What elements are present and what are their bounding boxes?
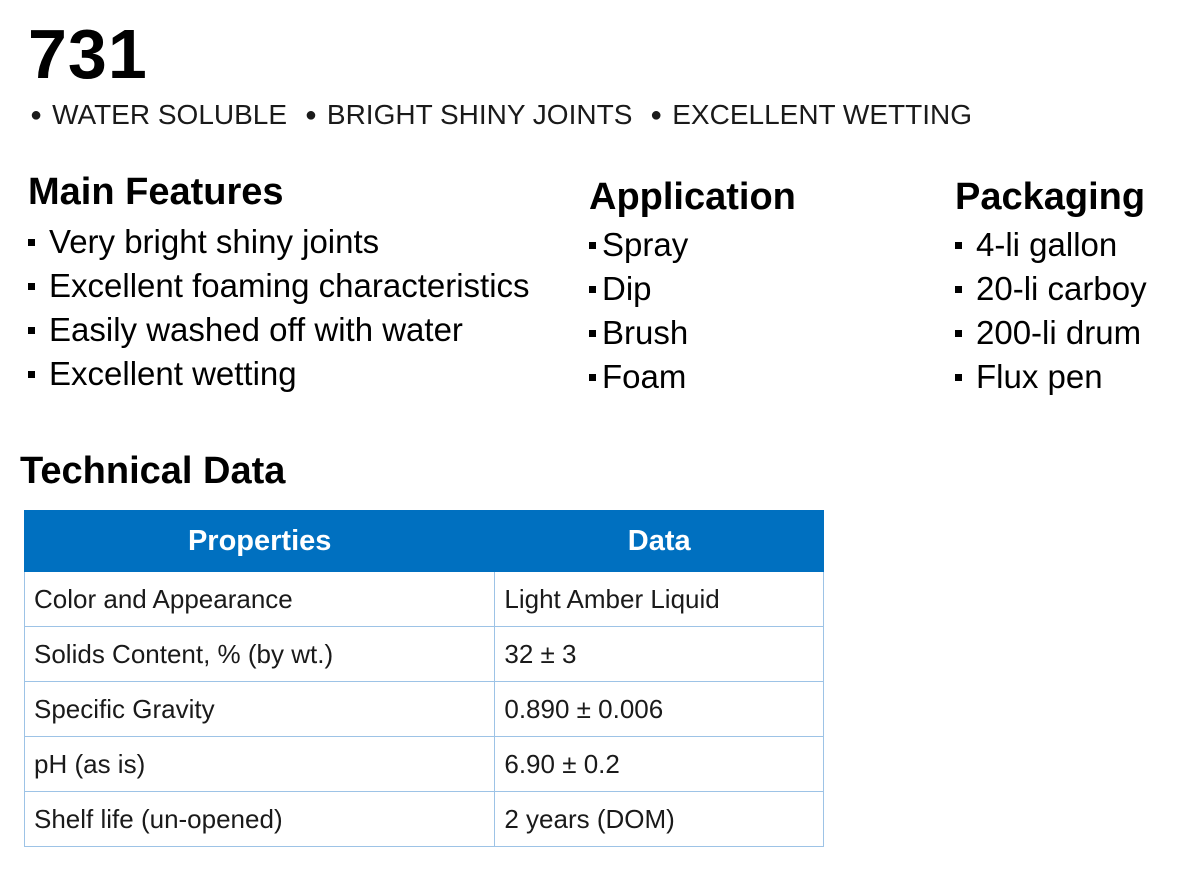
list-item (955, 223, 1147, 267)
table-row (25, 627, 824, 682)
property-cell: Specific Gravity (25, 682, 495, 737)
packaging-heading: Packaging (955, 176, 1146, 218)
application-heading: Application (589, 176, 796, 218)
table-row (25, 792, 824, 847)
technical-data-table (24, 510, 824, 847)
list-item (955, 267, 1147, 311)
tagline-item: EXCELLENT WETTING (672, 99, 973, 130)
list-item-label: Dip (602, 270, 652, 307)
square-bullet-icon (589, 330, 596, 337)
list-item (28, 352, 530, 396)
list-item (955, 355, 1147, 399)
list-item-label: 4-li gallon (976, 226, 1118, 263)
list-item-label: Easily washed off with water (49, 311, 463, 348)
product-code: 731 (28, 15, 148, 93)
square-bullet-icon (28, 371, 35, 378)
list-item (28, 308, 530, 352)
technical-data-heading: Technical Data (20, 450, 286, 492)
square-bullet-icon (589, 374, 596, 381)
value-cell: 6.90 ± 0.2 (495, 737, 824, 792)
list-item (589, 223, 688, 267)
square-bullet-icon (955, 374, 962, 381)
square-bullet-icon (955, 286, 962, 293)
square-bullet-icon (28, 239, 35, 246)
list-item (589, 267, 688, 311)
list-item-label: 200-li drum (976, 314, 1142, 351)
list-item-label: Brush (602, 314, 689, 351)
main-features-heading: Main Features (28, 171, 284, 213)
table-row (25, 737, 824, 792)
bullet-dot: ● (304, 104, 317, 126)
table-header-row (25, 511, 824, 572)
bullet-dot: ● (650, 104, 663, 126)
value-cell: 0.890 ± 0.006 (495, 682, 824, 737)
packaging-list (955, 223, 1147, 399)
list-item-label: Spray (602, 226, 689, 263)
list-item (28, 220, 530, 264)
list-item (955, 311, 1147, 355)
main-features-list (28, 220, 530, 396)
square-bullet-icon (28, 283, 35, 290)
list-item-label: Very bright shiny joints (49, 223, 380, 260)
list-item (589, 311, 688, 355)
product-tagline (30, 98, 972, 132)
list-item-label: Excellent wetting (49, 355, 297, 392)
property-cell: Solids Content, % (by wt.) (25, 627, 495, 682)
value-cell: 2 years (DOM) (495, 792, 824, 847)
column-header-data: Data (495, 511, 824, 572)
list-item (589, 355, 688, 399)
table-row (25, 572, 824, 627)
square-bullet-icon (955, 330, 962, 337)
property-cell: Color and Appearance (25, 572, 495, 627)
square-bullet-icon (589, 242, 596, 249)
square-bullet-icon (955, 242, 962, 249)
list-item-label: Foam (602, 358, 687, 395)
application-list (589, 223, 688, 399)
value-cell: Light Amber Liquid (495, 572, 824, 627)
tagline-item: WATER SOLUBLE (52, 99, 288, 130)
list-item (28, 264, 530, 308)
list-item-label: 20-li carboy (976, 270, 1147, 307)
bullet-dot: ● (30, 104, 43, 126)
list-item-label: Flux pen (976, 358, 1103, 395)
tagline-item: BRIGHT SHINY JOINTS (326, 99, 633, 130)
value-cell: 32 ± 3 (495, 627, 824, 682)
square-bullet-icon (589, 286, 596, 293)
table-row (25, 682, 824, 737)
square-bullet-icon (28, 327, 35, 334)
list-item-label: Excellent foaming characteristics (49, 267, 530, 304)
property-cell: pH (as is) (25, 737, 495, 792)
property-cell: Shelf life (un-opened) (25, 792, 495, 847)
column-header-properties: Properties (25, 511, 495, 572)
